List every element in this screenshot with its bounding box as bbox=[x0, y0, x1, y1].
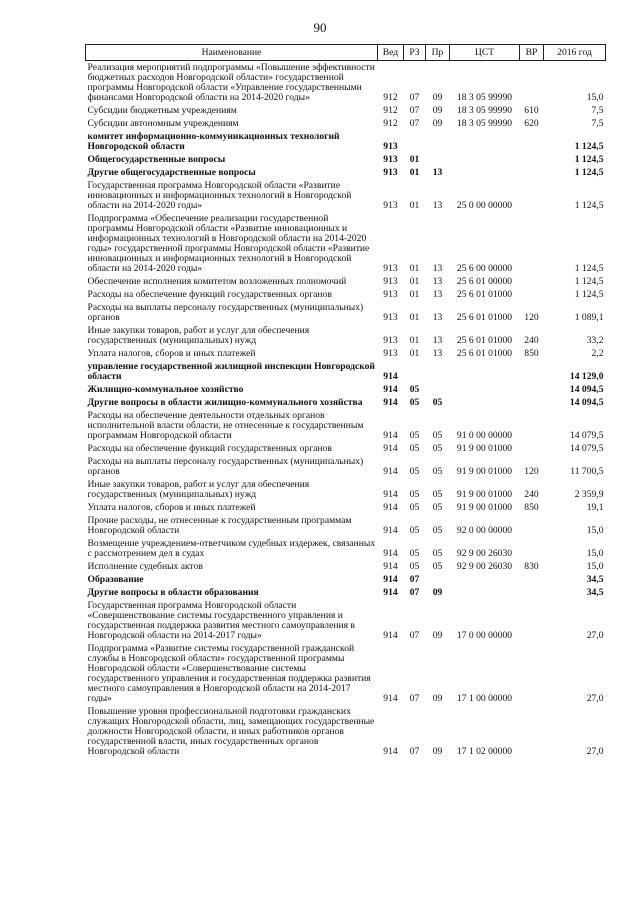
table-row bbox=[86, 383, 606, 396]
cell-vr: 850 bbox=[524, 348, 539, 359]
cell-ved: 913 bbox=[383, 154, 398, 165]
cell-rz: 05 bbox=[409, 525, 420, 536]
cell-name: Иные закупки товаров, работ и услуг для обеспечения государственных (муниципальных) нужд bbox=[87, 325, 310, 346]
header-pr: Пр bbox=[426, 45, 450, 61]
cell-rz: 01 bbox=[409, 289, 420, 300]
cell-sum: 2,2 bbox=[591, 348, 604, 359]
cell-name: Образование bbox=[87, 574, 144, 585]
cell-name: управление государственной жилищной инспекции Новгородской области bbox=[87, 361, 375, 382]
cell-rz: 05 bbox=[409, 502, 420, 513]
cell-sum: 1 124,5 bbox=[574, 167, 604, 178]
cell-name: Прочие расходы, не отнесенные к государственным программам Новгородской области bbox=[87, 515, 352, 536]
cell-ved: 914 bbox=[383, 548, 398, 559]
cell-sum: 7,5 bbox=[591, 105, 604, 116]
cell-vr: 850 bbox=[524, 502, 539, 513]
table-row bbox=[86, 153, 606, 166]
cell-sum: 1 124,5 bbox=[574, 263, 604, 274]
cell-rz: 01 bbox=[409, 335, 420, 346]
cell-name: Другие вопросы в области жилищно-коммунального хозяйства bbox=[87, 397, 363, 408]
cell-vr bbox=[520, 599, 544, 642]
cell-pr: 13 bbox=[432, 200, 443, 211]
cell-pr: 09 bbox=[432, 587, 443, 598]
table-row bbox=[86, 179, 606, 212]
cell-name: Уплата налогов, сборов и иных платежей bbox=[87, 348, 256, 359]
cell-vr bbox=[520, 275, 544, 288]
cell-ved: 913 bbox=[383, 276, 398, 287]
cell-rz: 07 bbox=[409, 693, 420, 704]
cell-ved: 914 bbox=[383, 430, 398, 441]
cell-sum: 1 124,5 bbox=[574, 154, 604, 165]
cell-rz: 05 bbox=[409, 466, 420, 477]
cell-ved: 913 bbox=[383, 312, 398, 323]
cell-vr: 620 bbox=[524, 118, 539, 129]
cell-pr: 13 bbox=[432, 276, 443, 287]
cell-pr: 09 bbox=[432, 118, 443, 129]
table-row bbox=[86, 61, 606, 105]
cell-vr: 120 bbox=[524, 466, 539, 477]
cell-sum: 34,5 bbox=[586, 574, 604, 585]
cell-name: Расходы на обеспечение функций государственных органов bbox=[87, 289, 332, 300]
cell-rz: 07 bbox=[409, 105, 420, 116]
cell-sum: 1 124,5 bbox=[574, 141, 604, 152]
cell-cst: 91 9 00 01000 bbox=[456, 502, 513, 513]
cell-ved: 914 bbox=[383, 489, 398, 500]
cell-cst: 91 9 00 01000 bbox=[456, 443, 513, 454]
cell-name: Общегосударственные вопросы bbox=[87, 154, 226, 165]
cell-name: Исполнение судебных актов bbox=[87, 561, 203, 572]
cell-vr: 240 bbox=[524, 489, 539, 500]
cell-name: комитет информационно-коммуникационных технологий Новгородской области bbox=[87, 131, 340, 152]
cell-cst bbox=[450, 166, 520, 179]
cell-vr bbox=[520, 642, 544, 705]
cell-pr: 09 bbox=[432, 693, 443, 704]
table-row bbox=[86, 455, 606, 478]
cell-name: Реализация мероприятий подпрограммы «Повышение эффективности бюджетных расходов Новгородской области» государственной программы Новгородской области «Управление государственными финансами Новгородской области на 2014-2020 годы» bbox=[87, 62, 375, 103]
table-body bbox=[86, 61, 606, 759]
header-vr: ВР bbox=[520, 45, 544, 61]
cell-sum: 19,1 bbox=[586, 502, 604, 513]
cell-vr bbox=[520, 288, 544, 301]
cell-rz: 07 bbox=[409, 630, 420, 641]
cell-cst: 25 6 01 01000 bbox=[456, 348, 513, 359]
table-row bbox=[86, 212, 606, 275]
cell-ved: 912 bbox=[383, 105, 398, 116]
table-row bbox=[86, 478, 606, 501]
table-row bbox=[86, 166, 606, 179]
cell-ved: 914 bbox=[383, 587, 398, 598]
cell-cst: 25 6 01 01000 bbox=[456, 312, 513, 323]
table-row bbox=[86, 642, 606, 705]
cell-ved: 913 bbox=[383, 167, 398, 178]
cell-ved: 914 bbox=[383, 502, 398, 513]
cell-sum: 14 129,0 bbox=[569, 371, 604, 382]
cell-pr: 09 bbox=[432, 92, 443, 103]
table-row bbox=[86, 288, 606, 301]
cell-rz: 01 bbox=[409, 200, 420, 211]
cell-sum: 11 700,5 bbox=[570, 466, 604, 477]
header-ved: Вед bbox=[378, 45, 404, 61]
cell-vr bbox=[520, 130, 544, 153]
cell-ved: 913 bbox=[383, 348, 398, 359]
cell-cst bbox=[450, 383, 520, 396]
cell-vr bbox=[520, 537, 544, 560]
cell-rz: 05 bbox=[409, 384, 420, 395]
header-sum: 2016 год bbox=[544, 45, 606, 61]
table-row bbox=[86, 301, 606, 324]
cell-rz: 07 bbox=[409, 118, 420, 129]
cell-pr: 13 bbox=[432, 263, 443, 274]
cell-rz: 05 bbox=[409, 443, 420, 454]
cell-rz: 07 bbox=[409, 574, 420, 585]
cell-sum: 34,5 bbox=[586, 587, 604, 598]
cell-rz: 05 bbox=[409, 489, 420, 500]
cell-vr: 830 bbox=[524, 561, 539, 572]
cell-sum: 33,2 bbox=[586, 335, 604, 346]
cell-pr: 09 bbox=[432, 746, 443, 757]
cell-rz: 05 bbox=[409, 430, 420, 441]
cell-ved: 913 bbox=[383, 263, 398, 274]
cell-ved: 914 bbox=[383, 384, 398, 395]
cell-sum: 27,0 bbox=[586, 693, 604, 704]
cell-sum: 27,0 bbox=[586, 746, 604, 757]
cell-ved: 914 bbox=[383, 746, 398, 757]
cell-name: Расходы на обеспечение деятельности отдельных органов исполнительной власти области, не отнесенные к государственным программам Новгородской области bbox=[87, 410, 364, 441]
cell-pr: 13 bbox=[432, 167, 443, 178]
cell-ved: 913 bbox=[383, 335, 398, 346]
cell-cst: 92 9 00 26030 bbox=[456, 548, 513, 559]
cell-pr bbox=[426, 130, 450, 153]
cell-name: Возмещение учреждением-ответчиком судебных издержек, связанных с рассмотрением дел в судах bbox=[87, 538, 376, 559]
table-row bbox=[86, 396, 606, 409]
table-row bbox=[86, 705, 606, 758]
cell-sum: 15,0 bbox=[586, 561, 604, 572]
cell-pr: 13 bbox=[432, 289, 443, 300]
cell-rz: 01 bbox=[409, 276, 420, 287]
cell-vr bbox=[520, 442, 544, 455]
cell-pr: 09 bbox=[432, 105, 443, 116]
cell-cst bbox=[450, 573, 520, 586]
cell-vr bbox=[520, 179, 544, 212]
table-row bbox=[86, 360, 606, 383]
cell-vr bbox=[520, 212, 544, 275]
cell-pr: 05 bbox=[432, 466, 443, 477]
cell-cst: 91 9 00 01000 bbox=[456, 489, 513, 500]
cell-pr: 05 bbox=[432, 525, 443, 536]
cell-cst: 25 0 00 00000 bbox=[456, 200, 513, 211]
cell-cst: 17 1 00 00000 bbox=[456, 693, 513, 704]
cell-cst: 17 1 02 00000 bbox=[456, 746, 513, 757]
cell-sum: 1 124,5 bbox=[574, 289, 604, 300]
cell-sum: 1 124,5 bbox=[574, 276, 604, 287]
cell-vr bbox=[520, 166, 544, 179]
cell-vr bbox=[520, 586, 544, 599]
cell-rz: 07 bbox=[409, 587, 420, 598]
cell-cst bbox=[450, 360, 520, 383]
cell-cst: 17 0 00 00000 bbox=[456, 630, 513, 641]
cell-name: Государственная программа Новгородской области «Совершенствование системы государственного управления и государственная поддержка развития местного самоуправления в Новгородской области на 2014-2017 годы» bbox=[87, 600, 355, 641]
cell-ved: 914 bbox=[383, 693, 398, 704]
cell-sum: 15,0 bbox=[586, 525, 604, 536]
cell-ved: 914 bbox=[383, 561, 398, 572]
cell-pr: 05 bbox=[432, 561, 443, 572]
cell-name: Повышение уровня профессиональной подготовки гражданских служащих Новгородской области, лиц, замещающих государственные должности Новгородской области, и иных работников органов государственной власти, иных государственных органов Новгородской области bbox=[87, 706, 375, 757]
cell-pr: 05 bbox=[432, 430, 443, 441]
table-row bbox=[86, 130, 606, 153]
cell-name: Другие общегосударственные вопросы bbox=[87, 167, 256, 178]
cell-rz: 05 bbox=[409, 397, 420, 408]
cell-sum: 14 079,5 bbox=[569, 443, 604, 454]
cell-name: Жилищно-коммунальное хозяйство bbox=[87, 384, 244, 395]
table-row bbox=[86, 324, 606, 347]
cell-vr bbox=[520, 360, 544, 383]
cell-rz: 01 bbox=[409, 348, 420, 359]
cell-pr bbox=[426, 153, 450, 166]
cell-vr bbox=[520, 514, 544, 537]
cell-vr bbox=[520, 396, 544, 409]
table-row bbox=[86, 586, 606, 599]
cell-ved: 914 bbox=[383, 443, 398, 454]
cell-name: Расходы на выплаты персоналу государственных (муниципальных) органов bbox=[87, 456, 364, 477]
cell-sum: 1 089,1 bbox=[574, 312, 604, 323]
cell-sum: 14 094,5 bbox=[569, 384, 604, 395]
cell-name: Расходы на обеспечение функций государственных органов bbox=[87, 443, 332, 454]
header-cst: ЦСТ bbox=[450, 45, 520, 61]
cell-ved: 913 bbox=[383, 141, 398, 152]
cell-cst bbox=[450, 153, 520, 166]
cell-sum: 15,0 bbox=[586, 92, 604, 103]
cell-rz: 01 bbox=[409, 167, 420, 178]
cell-pr: 13 bbox=[432, 348, 443, 359]
cell-name: Субсидии автономным учреждениям bbox=[87, 118, 239, 129]
budget-table bbox=[85, 44, 606, 758]
cell-cst: 92 9 00 26030 bbox=[456, 561, 513, 572]
cell-pr bbox=[426, 383, 450, 396]
table-row bbox=[86, 501, 606, 514]
cell-rz bbox=[404, 360, 426, 383]
cell-name: Иные закупки товаров, работ и услуг для обеспечения государственных (муниципальных) нужд bbox=[87, 479, 310, 500]
cell-cst bbox=[450, 586, 520, 599]
cell-ved: 913 bbox=[383, 289, 398, 300]
cell-rz: 07 bbox=[409, 746, 420, 757]
table-row bbox=[86, 560, 606, 573]
table-row bbox=[86, 514, 606, 537]
cell-vr bbox=[520, 61, 544, 105]
cell-cst: 25 6 01 00000 bbox=[456, 276, 513, 287]
table-row bbox=[86, 117, 606, 130]
cell-pr: 05 bbox=[432, 502, 443, 513]
cell-vr bbox=[520, 705, 544, 758]
cell-sum: 15,0 bbox=[586, 548, 604, 559]
cell-ved: 914 bbox=[383, 466, 398, 477]
cell-name: Расходы на выплаты персоналу государственных (муниципальных) органов bbox=[87, 302, 364, 323]
cell-rz: 07 bbox=[409, 92, 420, 103]
cell-name: Другие вопросы в области образования bbox=[87, 587, 259, 598]
cell-pr: 13 bbox=[432, 312, 443, 323]
cell-vr: 120 bbox=[524, 312, 539, 323]
cell-ved: 914 bbox=[383, 630, 398, 641]
cell-cst: 25 6 01 01000 bbox=[456, 335, 513, 346]
cell-pr bbox=[426, 573, 450, 586]
cell-ved: 912 bbox=[383, 118, 398, 129]
cell-pr: 05 bbox=[432, 443, 443, 454]
table-row bbox=[86, 347, 606, 360]
cell-cst: 91 9 00 01000 bbox=[456, 466, 513, 477]
cell-sum: 27,0 bbox=[586, 630, 604, 641]
table-row bbox=[86, 537, 606, 560]
cell-ved: 912 bbox=[383, 92, 398, 103]
cell-rz: 05 bbox=[409, 561, 420, 572]
cell-rz: 01 bbox=[409, 312, 420, 323]
cell-cst: 18 3 05 99990 bbox=[456, 92, 513, 103]
table-row bbox=[86, 599, 606, 642]
cell-pr: 05 bbox=[432, 548, 443, 559]
cell-sum: 7,5 bbox=[591, 118, 604, 129]
cell-cst bbox=[450, 130, 520, 153]
cell-cst: 92 0 00 00000 bbox=[456, 525, 513, 536]
table-row bbox=[86, 573, 606, 586]
cell-ved: 914 bbox=[383, 574, 398, 585]
cell-name: Субсидии бюджетным учреждениям bbox=[87, 105, 237, 116]
cell-name: Государственная программа Новгородской области «Развитие инновационных и информационных технологий в Новгородской области на 2014-2020 годы» bbox=[87, 180, 352, 211]
cell-rz: 01 bbox=[409, 263, 420, 274]
cell-name: Подпрограмма «Развитие системы государственной гражданской службы в Новгородской области» государственной программы Новгородской области «Совершенствование системы государственного управления и государственная поддержка развития местного самоуправления в Новгородской области на 2014-2017 годы» bbox=[87, 643, 371, 704]
table-header bbox=[86, 45, 606, 61]
cell-name: Подпрограмма «Обеспечение реализации государственной программы Новгородской области «Развитие инновационных и информационных технологий в Новгородской области на 2014-2020 годы» государственной программы Новгородской области «Развитие инновационных и информационных технологий в Новгородской области на 2014-2020 годы» bbox=[87, 213, 370, 274]
cell-vr bbox=[520, 383, 544, 396]
table-row bbox=[86, 442, 606, 455]
cell-cst: 25 6 00 00000 bbox=[456, 263, 513, 274]
cell-pr: 13 bbox=[432, 335, 443, 346]
table-row bbox=[86, 275, 606, 288]
table-row bbox=[86, 409, 606, 442]
cell-cst: 18 3 05 99990 bbox=[456, 118, 513, 129]
cell-pr bbox=[426, 360, 450, 383]
table-row bbox=[86, 104, 606, 117]
cell-pr: 05 bbox=[432, 397, 443, 408]
cell-name: Обеспечение исполнения комитетом возложенных полномочий bbox=[87, 276, 347, 287]
cell-cst: 91 0 00 00000 bbox=[456, 430, 513, 441]
cell-sum: 14 079,5 bbox=[569, 430, 604, 441]
cell-sum: 2 359,9 bbox=[574, 489, 604, 500]
cell-vr bbox=[520, 409, 544, 442]
cell-pr: 09 bbox=[432, 630, 443, 641]
cell-ved: 914 bbox=[383, 525, 398, 536]
cell-cst: 25 6 01 01000 bbox=[456, 289, 513, 300]
page-number: 90 bbox=[313, 20, 327, 35]
cell-sum: 1 124,5 bbox=[574, 200, 604, 211]
cell-rz: 01 bbox=[409, 154, 420, 165]
cell-ved: 914 bbox=[383, 397, 398, 408]
cell-vr: 240 bbox=[524, 335, 539, 346]
cell-pr: 05 bbox=[432, 489, 443, 500]
header-name: Наименование bbox=[86, 45, 378, 61]
cell-vr bbox=[520, 153, 544, 166]
cell-vr bbox=[520, 573, 544, 586]
cell-rz bbox=[404, 130, 426, 153]
cell-ved: 914 bbox=[383, 371, 398, 382]
cell-rz: 05 bbox=[409, 548, 420, 559]
cell-ved: 913 bbox=[383, 200, 398, 211]
cell-sum: 14 094,5 bbox=[569, 397, 604, 408]
cell-vr: 610 bbox=[524, 105, 539, 116]
cell-name: Уплата налогов, сборов и иных платежей bbox=[87, 502, 256, 513]
cell-cst: 18 3 05 99990 bbox=[456, 105, 513, 116]
header-rz: РЗ bbox=[404, 45, 426, 61]
cell-cst bbox=[450, 396, 520, 409]
